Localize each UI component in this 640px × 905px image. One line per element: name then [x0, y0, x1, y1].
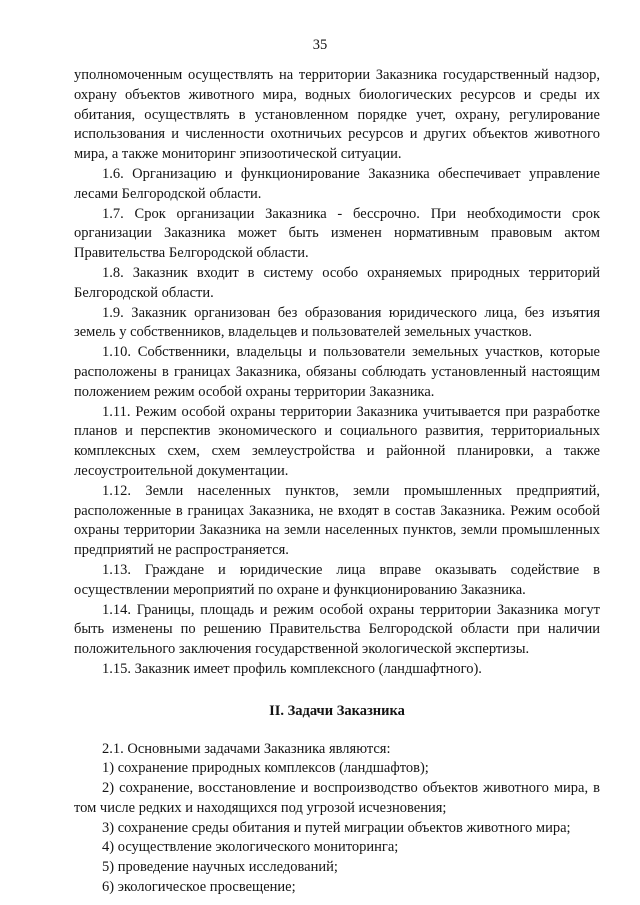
- paragraph-1-8: 1.8. Заказник входит в систему особо охраняемых природных территорий Белгородской области.: [74, 264, 600, 301]
- paragraph-1-14: 1.14. Границы, площадь и режим особой охраны территории Заказника могут быть изменены по решению Правительства Белгородской области при наличии положительного заключения государственной экологической экспертизы.: [74, 601, 600, 658]
- page-number: 35: [312, 37, 328, 53]
- paragraph-1-7: 1.7. Срок организации Заказника - бессрочно. При необходимости срок организации Заказника может быть изменен нормативным правовым актом Правительства Белгородской области.: [74, 205, 600, 262]
- paragraph-1-9: 1.9. Заказник организован без образования юридического лица, без изъятия земель у собственников, владельцев и пользователей земельных участков.: [74, 304, 600, 341]
- paragraph-1-6: 1.6. Организацию и функционирование Заказника обеспечивает управление лесами Белгородской области.: [74, 165, 600, 202]
- document-body: [74, 66, 600, 898]
- section-heading: II. Задачи Заказника: [269, 702, 405, 719]
- paragraph-1-10: 1.10. Собственники, владельцы и пользователи земельных участков, которые расположены в границах Заказника, обязаны соблюдать установленный настоящим положением режим особой охраны территории Заказника.: [74, 344, 600, 400]
- list-item-4: 4) осуществление экологического мониторинга;: [102, 839, 399, 856]
- paragraph-1-15: 1.15. Заказник имеет профиль комплексного (ландшафтного).: [102, 660, 482, 677]
- paragraph-1-11: 1.11. Режим особой охраны территории Заказника учитывается при разработке планов и перспектив экономического и социального развития, территориальных комплексных схем, схем землеустройства и районной планировки, а также лесоустроительной документации.: [74, 403, 600, 479]
- list-item-6: 6) экологическое просвещение;: [102, 879, 296, 896]
- list-item-2: 2) сохранение, восстановление и воспроизводство объектов животного мира, в том числе редких и находящихся под угрозой исчезновения;: [74, 780, 600, 816]
- list-item-5: 5) проведение научных исследований;: [102, 859, 338, 876]
- paragraph-1-13: 1.13. Граждане и юридические лица вправе оказывать содействие в осуществлении мероприятий по охране и функционированию Заказника.: [74, 561, 600, 598]
- list-item-3: 3) сохранение среды обитания и путей миграции объектов животного мира;: [102, 819, 571, 836]
- paragraph-continuation: уполномоченным осуществлять на территории Заказника государственный надзор, охрану объектов животного мира, водных биологических ресурсов и среды их обитания, осуществлять в установленном порядке учет, охрану, регулирование использования и численности охотничьих ресурсов и других объектов животного мира, а также мониторинг эпизоотической ситуации.: [74, 67, 600, 163]
- paragraph-1-12: 1.12. Земли населенных пунктов, земли промышленных предприятий, расположенные в границах Заказника, не входят в состав Заказника. Режим особой охраны территории Заказника на земли населенных пунктов, земли промышленных предприятий не распространяется.: [74, 482, 600, 559]
- paragraph-2-1: 2.1. Основными задачами Заказника являются:: [102, 740, 391, 757]
- list-item-1: 1) сохранение природных комплексов (ландшафтов);: [102, 760, 429, 777]
